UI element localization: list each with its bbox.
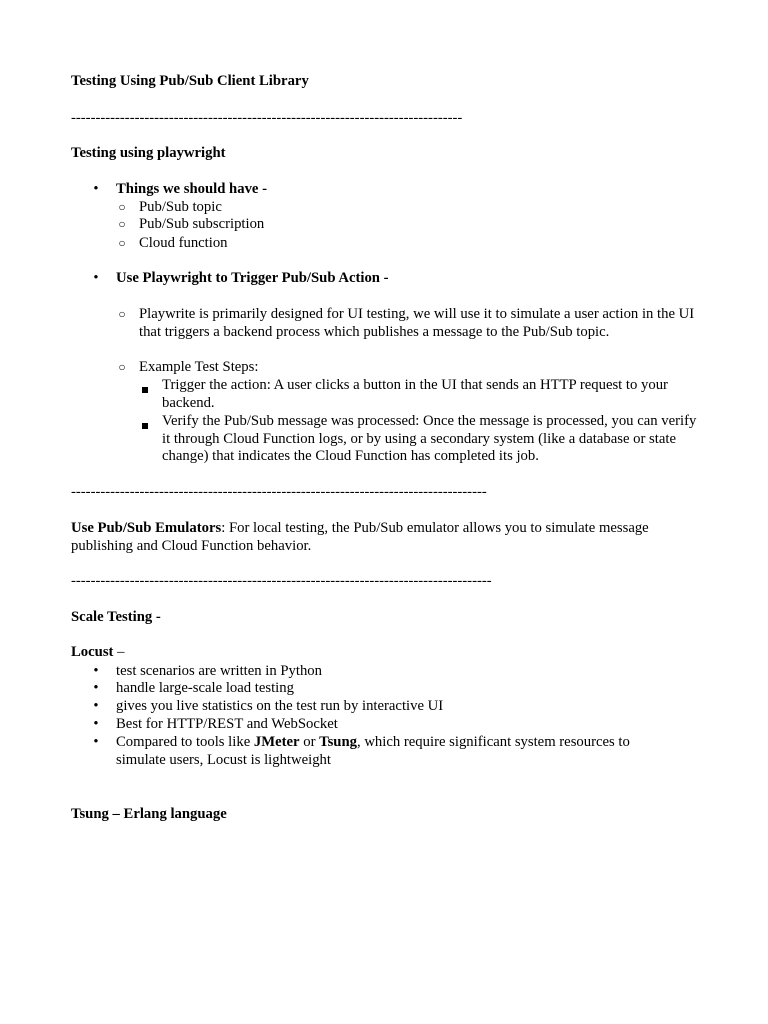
document-title: Testing Using Pub/Sub Client Library	[71, 73, 309, 89]
divider: -------------------------------------------------------------------------------------	[71, 484, 487, 500]
bullet-icon: •	[93, 663, 99, 679]
locust-label: Locust	[71, 644, 114, 660]
list-item-text: Example Test Steps:	[139, 359, 259, 375]
circle-bullet-icon: ○	[118, 200, 126, 214]
jmeter-term: JMeter	[253, 734, 300, 750]
tsung-term: Tsung	[319, 734, 357, 750]
circle-bullet-icon: ○	[118, 360, 126, 374]
divider: --------------------------------------------------------------------------------	[71, 110, 463, 126]
locust-dash: –	[113, 644, 125, 660]
square-bullet-icon	[142, 417, 148, 435]
bullet-icon: •	[93, 270, 99, 286]
emulators-paragraph	[71, 520, 681, 555]
bullet-icon: •	[93, 181, 99, 197]
list-item-text	[116, 734, 656, 769]
list-item-text: Pub/Sub topic	[139, 199, 222, 215]
section-heading-scale-testing: Scale Testing -	[71, 609, 161, 625]
bullet-icon: •	[93, 680, 99, 696]
bullet-icon: •	[93, 716, 99, 732]
compare-or: or	[299, 734, 320, 750]
list-item-label: Use Playwright to Trigger Pub/Sub Action -	[116, 270, 389, 286]
bullet-icon: •	[93, 698, 99, 714]
list-item-text: Verify the Pub/Sub message was processed: Once the message is processed, you can verify it through Cloud Function logs, or by using a secondary system (like a database or state change) that indicates the Cloud Function has completed its job.	[162, 413, 697, 465]
list-item-text: gives you live statistics on the test run by interactive UI	[116, 698, 444, 714]
square-bullet-icon	[142, 381, 148, 399]
list-item-text: Trigger the action: A user clicks a button in the UI that sends an HTTP request to your backend.	[162, 377, 668, 411]
list-item-text: handle large-scale load testing	[116, 680, 294, 696]
list-item-text: Best for HTTP/REST and WebSocket	[116, 716, 338, 732]
circle-bullet-icon: ○	[118, 236, 126, 250]
list-item-text: test scenarios are written in Python	[116, 663, 322, 679]
emulators-label: Use Pub/Sub Emulators	[71, 520, 222, 536]
circle-bullet-icon: ○	[118, 217, 126, 231]
section-heading-playwright: Testing using playwright	[71, 145, 226, 161]
list-item-text: Cloud function	[139, 235, 228, 251]
list-item-text: Pub/Sub subscription	[139, 216, 265, 232]
locust-heading	[71, 644, 701, 662]
list-item-text: Playwrite is primarily designed for UI testing, we will use it to simulate a user action in the UI that triggers a backend process which publishes a message to the Pub/Sub topic.	[139, 306, 695, 340]
compare-prefix: Compared to tools like	[116, 734, 254, 750]
list-item-label: Things we should have -	[116, 181, 267, 197]
bullet-icon: •	[93, 734, 99, 750]
circle-bullet-icon: ○	[118, 307, 126, 321]
divider: --------------------------------------------------------------------------------------	[71, 573, 492, 589]
emulators-text: : For local testing, the Pub/Sub emulator allows you to simulate message publishing and Cloud Function behavior.	[71, 520, 649, 554]
tsung-heading: Tsung – Erlang language	[71, 806, 227, 822]
compare-suffix: , which require significant system resources to simulate users, Locust is lightweight	[116, 734, 630, 768]
